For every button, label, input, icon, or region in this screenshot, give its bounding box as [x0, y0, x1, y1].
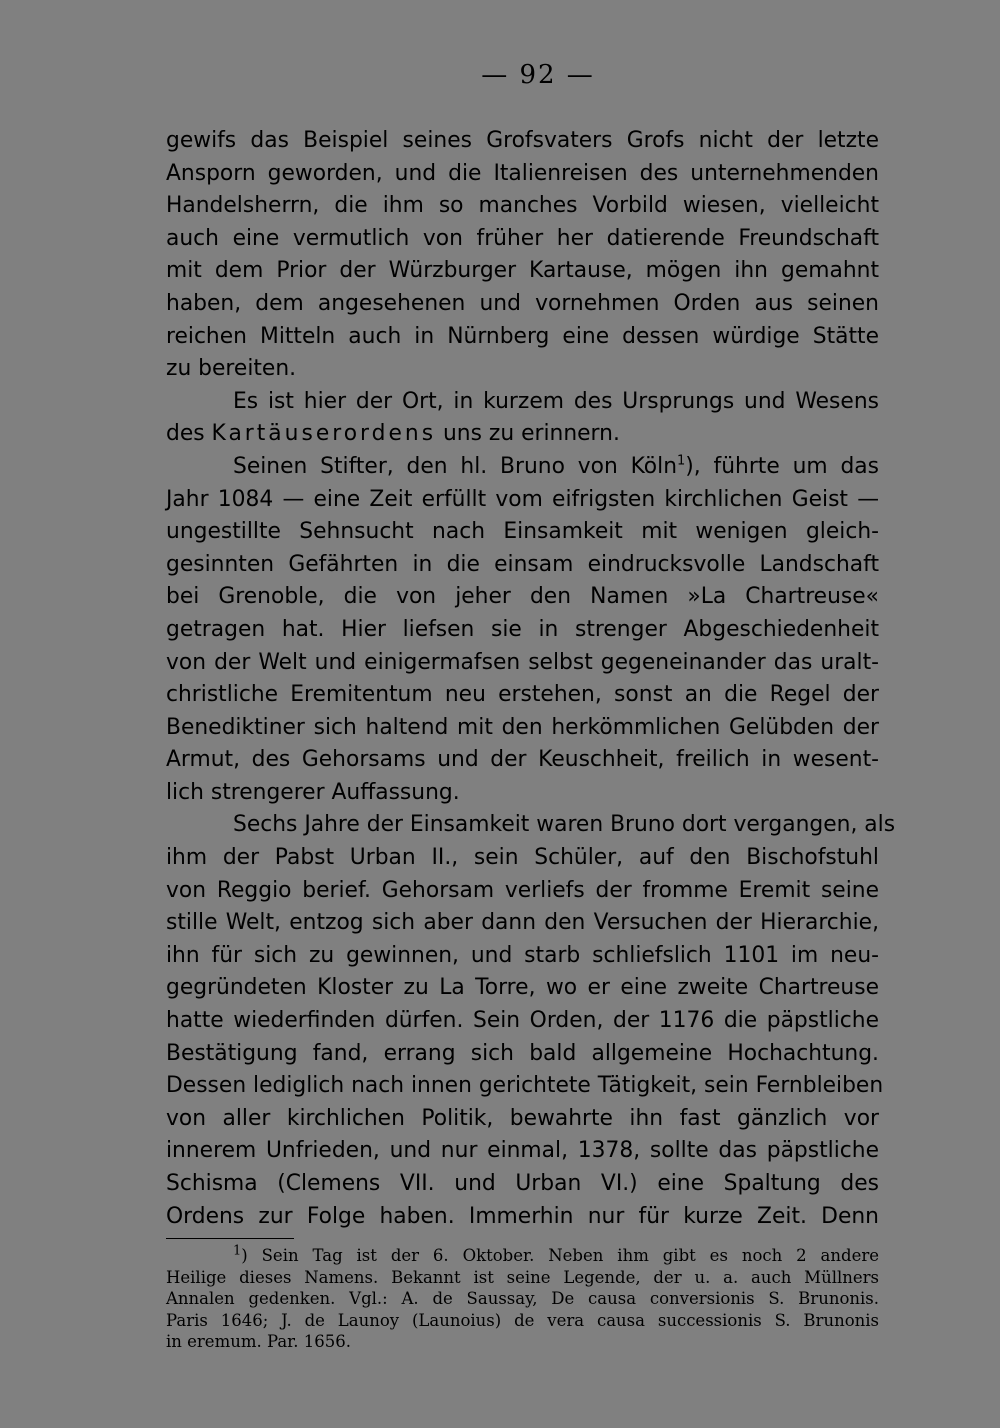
- text-line: Dessen lediglich nach innen gerichtete Tätigkeit, sein Fernbleiben: [166, 1073, 884, 1099]
- text-line: Schisma (Clemens VII. und Urban VI.) eine Spaltung des: [166, 1171, 879, 1196]
- text-fragment: Seinen Stifter, den hl. Bruno von Köln: [233, 453, 678, 479]
- page-number: — 92 —: [481, 60, 595, 90]
- text-line: Sechs Jahre der Einsamkeit waren Bruno dort vergangen, als: [233, 812, 896, 838]
- text-line: auch eine vermutlich von früher her datierende Freundschaft: [166, 225, 879, 251]
- text-line: Jahr 1084 — eine Zeit erfüllt vom eifrigsten kirchlichen Geist —: [166, 486, 879, 512]
- text-line: [166, 418, 879, 451]
- text-line: [166, 451, 879, 484]
- paragraph-3: [166, 451, 879, 810]
- text-line: reichen Mitteln auch in Nürnberg eine dessen würdige Stätte: [166, 323, 879, 349]
- text-line: innerem Unfrieden, und nur einmal, 1378, sollte das päpstliche: [166, 1138, 879, 1164]
- emphasized-term: Kartäuserordens: [211, 421, 437, 447]
- text-fragment: des: [166, 421, 212, 447]
- text-line: Es ist hier der Ort, in kurzem des Ursprungs und Wesens: [233, 388, 879, 414]
- text-line: gegründeten Kloster zu La Torre, wo er eine zweite Chartreuse: [166, 975, 879, 1001]
- text-line: von Reggio berief. Gehorsam verliefs der fromme Eremit seine: [166, 877, 879, 903]
- footnote: [166, 1245, 879, 1353]
- footnote-line: Heilige dieses Namens. Bekannt ist seine Legende, der u. a. auch Müllners: [166, 1267, 879, 1287]
- footnote-line: [166, 1245, 879, 1267]
- text-line: Benediktiner sich haltend mit den herkömmlichen Gelübden der: [166, 714, 879, 740]
- text-line: Handelsherrn, die ihm so manches Vorbild wiesen, vielleicht: [166, 193, 879, 219]
- text-line: hatte wiederfinden dürfen. Sein Orden, der 1176 die päpstliche: [166, 1008, 879, 1034]
- text-line: lich strengerer Auffassung.: [166, 779, 460, 805]
- text-fragment: ) Sein Tag ist der 6. Oktober. Neben ihm gibt es noch 2 andere: [241, 1246, 879, 1265]
- text-line: stille Welt, entzog sich aber dann den Versuchen der Hierarchie,: [166, 910, 879, 936]
- text-line: ungestillte Sehnsucht nach Einsamkeit mit wenigen gleich-: [166, 519, 879, 545]
- text-line: getragen hat. Hier liefsen sie in strenger Abgeschiedenheit: [166, 616, 879, 642]
- text-line: christliche Eremitentum neu erstehen, sonst an die Regel der: [166, 682, 879, 708]
- text-line: mit dem Prior der Würzburger Kartause, mögen ihn gemahnt: [166, 258, 879, 284]
- text-fragment: ), führte um das: [685, 453, 879, 479]
- text-line: von der Welt und einigermafsen selbst gegeneinander das uralt-: [166, 649, 879, 675]
- text-line: Ansporn geworden, und die Italienreisen des unternehmenden: [166, 160, 879, 186]
- paragraph-4: [166, 809, 896, 1233]
- footnote-line: Annalen gedenken. Vgl.: A. de Saussay, De causa conversionis S. Brunonis.: [166, 1289, 879, 1309]
- text-line: haben, dem angesehenen und vornehmen Orden aus seinen: [166, 290, 879, 316]
- footnote-separator: [166, 1238, 294, 1239]
- footnote-line: Paris 1646; J. de Launoy (Launoius) de vera causa successionis S. Brunonis: [166, 1310, 879, 1330]
- text-line: Ordens zur Folge haben. Immerhin nur für kurze Zeit. Denn: [166, 1203, 879, 1229]
- footnote-reference[interactable]: 1: [677, 453, 686, 469]
- text-line: zu bereiten.: [166, 356, 297, 382]
- paragraph-1: [166, 125, 879, 386]
- text-line: bei Grenoble, die von jeher den Namen »La Chartreuse«: [166, 584, 879, 610]
- text-line: ihn für sich zu gewinnen, und starb schliefslich 1101 im neu-: [166, 942, 879, 968]
- text-line: Armut, des Gehorsams und der Keuschheit, freilich in wesent-: [166, 747, 879, 773]
- text-line: gesinnten Gefährten in die einsam eindrucksvolle Landschaft: [166, 551, 879, 577]
- text-line: gewifs das Beispiel seines Grofsvaters Grofs nicht der letzte: [166, 128, 879, 153]
- paragraph-2: [166, 386, 879, 451]
- text-line: Bestätigung fand, errang sich bald allgemeine Hochachtung.: [166, 1040, 879, 1066]
- text-line: von aller kirchlichen Politik, bewahrte ihn fast gänzlich vor: [166, 1105, 879, 1131]
- footnote-marker: 1: [233, 1243, 242, 1259]
- footnote-line: in eremum. Par. 1656.: [166, 1332, 351, 1352]
- body-text: [166, 125, 896, 1233]
- text-line: ihm der Pabst Urban II., sein Schüler, auf den Bischofstuhl: [166, 845, 879, 871]
- text-fragment: uns zu erinnern.: [436, 421, 620, 447]
